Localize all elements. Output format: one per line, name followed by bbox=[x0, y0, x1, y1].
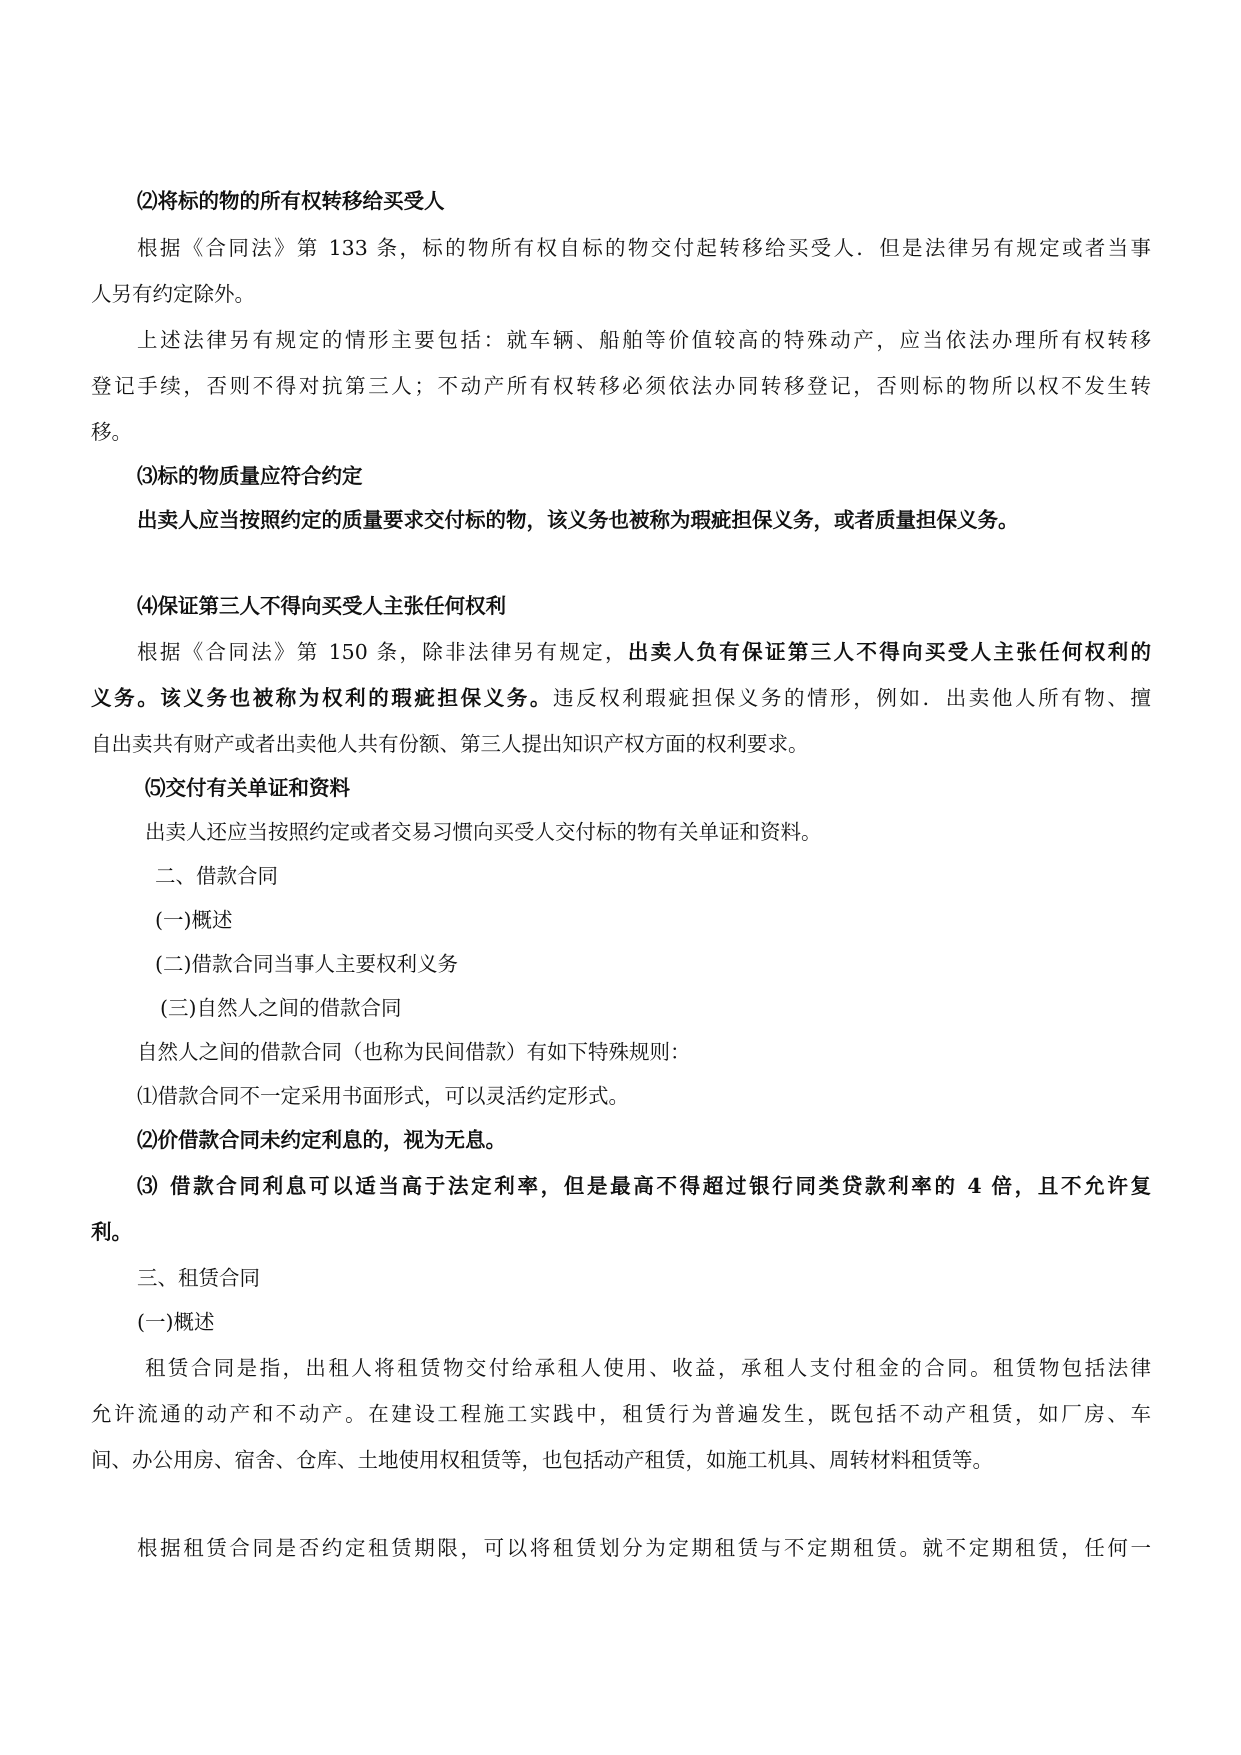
paragraph-documents: 出卖人还应当按照约定或者交易习惯向买受人交付标的物有关单证和资料。 bbox=[145, 820, 822, 844]
rule-2: ⑵价借款合同未约定利息的，视为无息。 bbox=[137, 1128, 506, 1152]
article-150-bold: 出卖人负有保证第三人不得向买受人主张任何权利的 bbox=[627, 640, 1151, 664]
paragraph-article-133-line-2: 人另有约定除外。 bbox=[91, 282, 255, 306]
rule-3-line-1: ⑶ 借款合同利息可以适当高于法定利率，但是最高不得超过银行同类贷款利率的 4 倍，且不允许复 bbox=[137, 1174, 1151, 1198]
subsection-overview: (一)概述 bbox=[155, 908, 233, 932]
subsection-natural-persons: (三)自然人之间的借款合同 bbox=[160, 996, 402, 1020]
article-150-plain: 根据《合同法》第 150 条，除非法律另有规定， bbox=[137, 640, 628, 664]
rule-3-line-2: 利。 bbox=[91, 1220, 132, 1244]
paragraph-law-exceptions-line-3: 移。 bbox=[91, 420, 132, 444]
section-heading-lease-contract: 三、租赁合同 bbox=[137, 1266, 260, 1290]
paragraph-lease-line-3: 间、办公用房、宿舍、仓库、土地使用权租赁等，也包括动产租赁，如施工机具、周转材料租赁等。 bbox=[91, 1448, 993, 1472]
paragraph-article-150-line-2 bbox=[91, 684, 1151, 712]
article-150-bold-2: 义务。该义务也被称为权利的瑕疵担保义务。 bbox=[91, 686, 553, 710]
paragraph-article-150-line-3: 自出卖共有财产或者出卖他人共有份额、第三人提出知识产权方面的权利要求。 bbox=[91, 732, 809, 756]
section-heading-loan-contract: 二、借款合同 bbox=[155, 864, 278, 888]
heading-transfer-ownership: ⑵将标的物的所有权转移给买受人 bbox=[137, 189, 445, 213]
subsection-lease-overview: (一)概述 bbox=[137, 1310, 215, 1334]
paragraph-article-133-line-1: 根据《合同法》第 133 条，标的物所有权自标的物交付起转移给买受人．但是法律另有规定或者当事 bbox=[137, 236, 1151, 260]
heading-third-party-rights: ⑷保证第三人不得向买受人主张任何权利 bbox=[137, 594, 506, 618]
paragraph-law-exceptions-line-2: 登记手续，否则不得对抗第三人；不动产所有权转移必须依法办同转移登记，否则标的物所以权不发生转 bbox=[91, 374, 1151, 398]
paragraph-lease-line-2: 允许流通的动产和不动产。在建设工程施工实践中，租赁行为普遍发生，既包括不动产租赁，如厂房、车 bbox=[91, 1402, 1151, 1426]
heading-quality: ⑶标的物质量应符合约定 bbox=[137, 464, 363, 488]
paragraph-natural-persons: 自然人之间的借款合同（也称为民间借款）有如下特殊规则： bbox=[137, 1040, 691, 1064]
paragraph-quality-warranty: 出卖人应当按照约定的质量要求交付标的物，该义务也被称为瑕疵担保义务，或者质量担保义务。 bbox=[137, 508, 1019, 532]
paragraph-law-exceptions-line-1: 上述法律另有规定的情形主要包括：就车辆、船舶等价值较高的特殊动产，应当依法办理所有权转移 bbox=[137, 328, 1151, 352]
heading-documents: ⑸交付有关单证和资料 bbox=[145, 776, 350, 800]
paragraph-lease-term-line-1: 根据租赁合同是否约定租赁期限，可以将租赁划分为定期租赁与不定期租赁。就不定期租赁，任何一 bbox=[137, 1536, 1151, 1560]
paragraph-lease-line-1: 租赁合同是指，出租人将租赁物交付给承租人使用、收益，承租人支付租金的合同。租赁物包括法律 bbox=[145, 1356, 1151, 1380]
paragraph-article-150-line-1 bbox=[137, 638, 1151, 666]
subsection-rights-obligations: (二)借款合同当事人主要权利义务 bbox=[155, 952, 458, 976]
article-150-plain-2: 违反权利瑕疵担保义务的情形，例如．出卖他人所有物、擅 bbox=[553, 686, 1151, 710]
rule-1: ⑴借款合同不一定采用书面形式，可以灵活约定形式。 bbox=[137, 1084, 629, 1108]
